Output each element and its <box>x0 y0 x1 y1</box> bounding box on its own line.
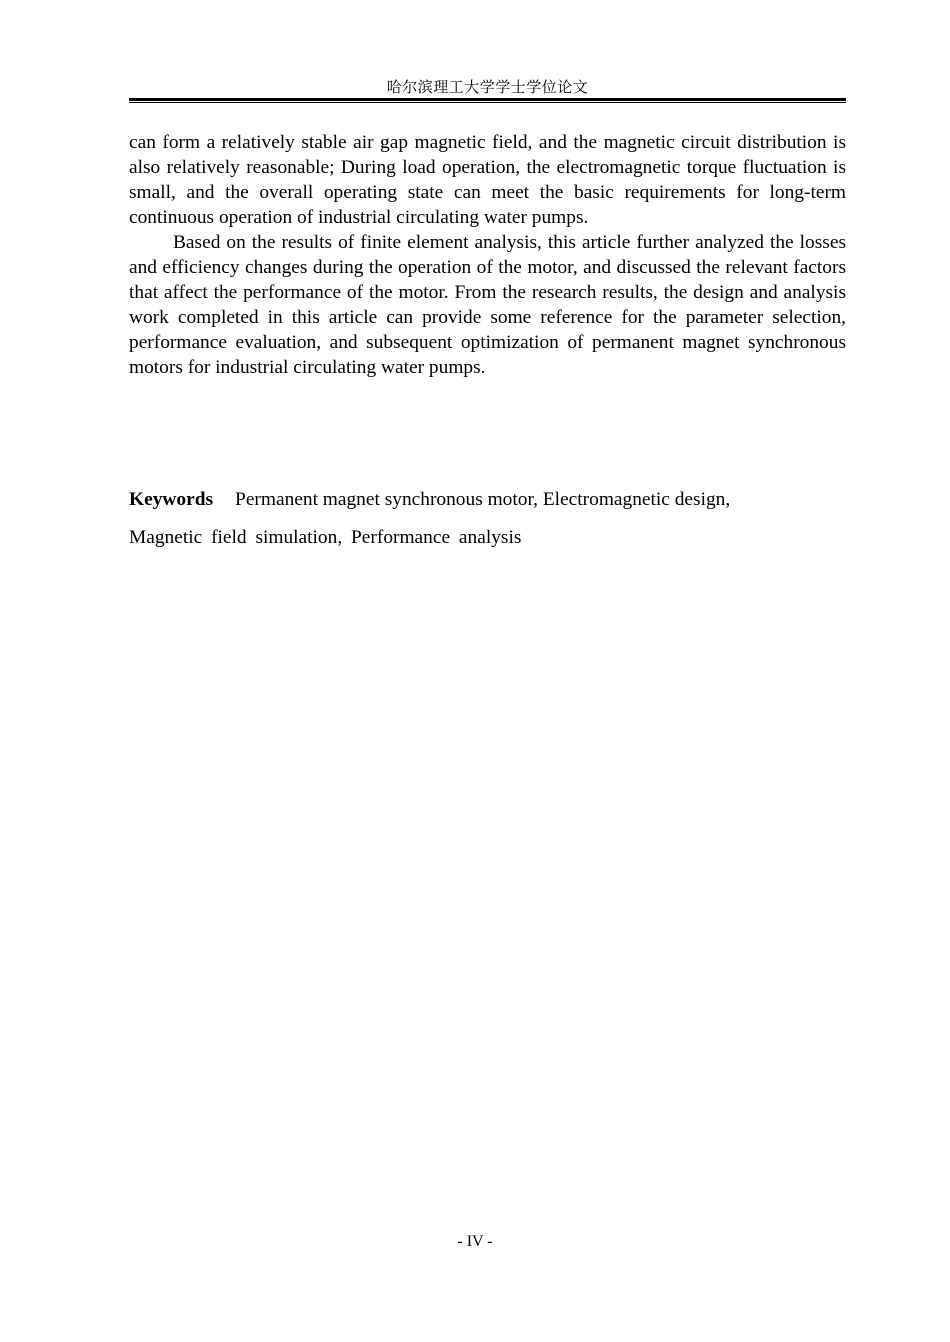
header-rule <box>129 98 846 104</box>
abstract-body <box>129 130 846 380</box>
keywords-line-2: Magnetic field simulation, Performance analysis <box>129 527 522 548</box>
abstract-paragraph: Based on the results of finite element analysis, this article further analyzed the losses and efficiency changes during the operation of the motor, and discussed the relevant factors that affect the performance of the motor. From the research results, the design and analysis work completed in this article can provide some reference for the parameter selection, performance evaluation, and subsequent optimization of permanent magnet synchronous motors for industrial circulating water pumps. <box>129 232 846 378</box>
running-header: 哈尔滨理工大学学士学位论文 <box>386 78 589 96</box>
keywords-label: Keywords <box>129 489 214 510</box>
keywords-section <box>129 481 846 557</box>
header-rule-thin <box>129 102 846 103</box>
abstract-paragraph: can form a relatively stable air gap magnetic field, and the magnetic circuit distribution is also relatively reasonable; During load operation, the electromagnetic torque fluctuation is small, and the overall operating state can meet the basic requirements for long-term continuous operation of industrial circulating water pumps. <box>129 132 846 228</box>
header-rule-thick <box>129 98 846 101</box>
keywords-line-1: Permanent magnet synchronous motor, Electromagnetic design, <box>235 489 731 510</box>
page-number: - IV - <box>457 1233 493 1250</box>
